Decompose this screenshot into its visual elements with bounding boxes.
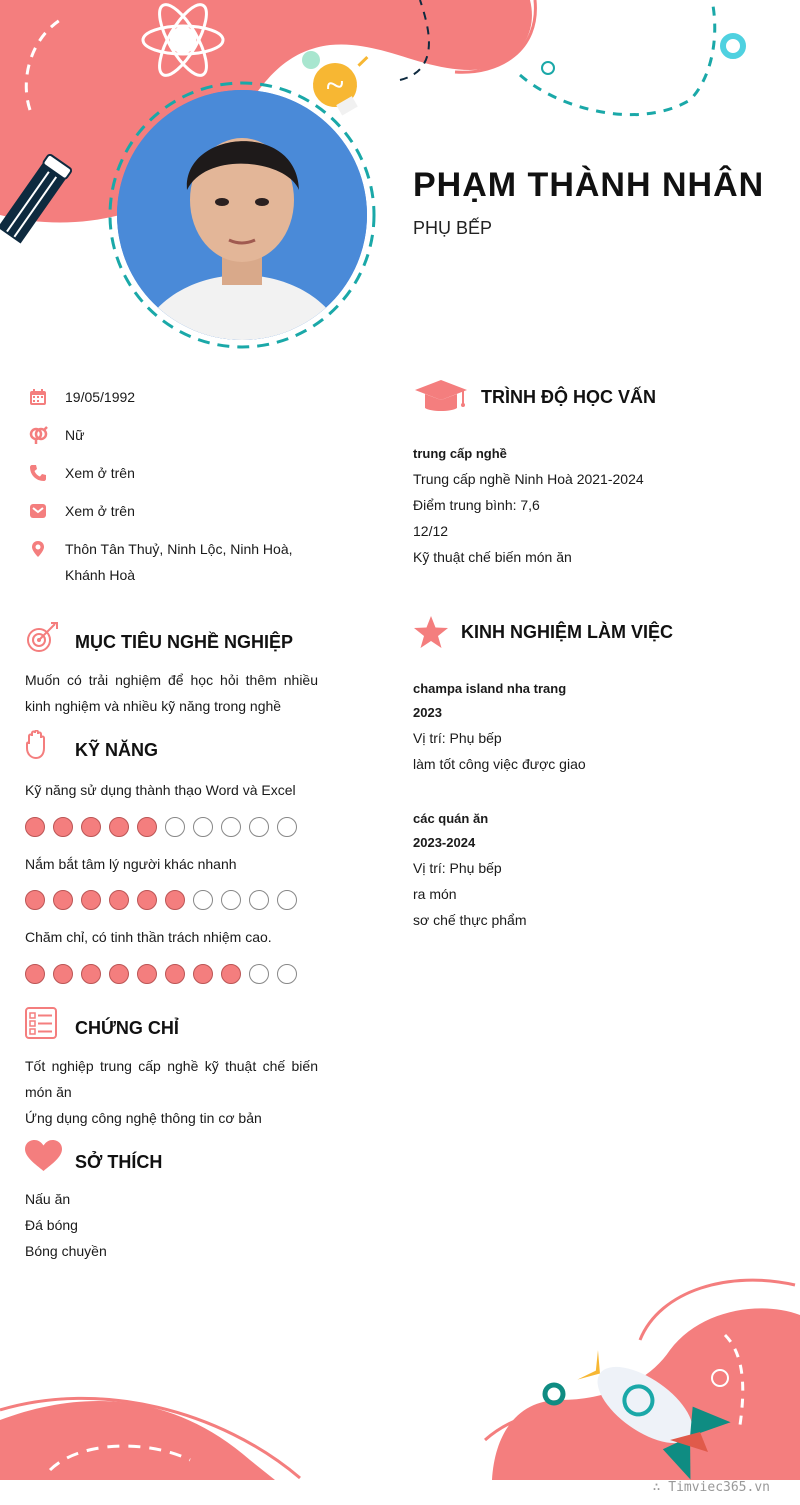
- email-icon: [29, 502, 47, 520]
- education-school: Trung cấp nghề Ninh Hoà 2021-2024: [413, 471, 644, 487]
- contact-gender: [25, 422, 325, 448]
- rating-dot-filled: [25, 817, 45, 837]
- watermark: ∴ Timviec365.vn: [652, 1480, 770, 1495]
- rating-dot-filled: [165, 890, 185, 910]
- rating-dot-empty: [221, 890, 241, 910]
- candidate-name: PHẠM THÀNH NHÂN: [413, 166, 765, 204]
- phone-text: Xem ở trên: [65, 465, 135, 481]
- education-title: TRÌNH ĐỘ HỌC VẤN: [481, 387, 656, 407]
- rating-dot-empty: [221, 817, 241, 837]
- skills-title: KỸ NĂNG: [75, 740, 159, 760]
- job-period: 2023: [413, 705, 442, 720]
- calendar-icon: [29, 388, 47, 406]
- job-period: 2023-2024: [413, 835, 476, 850]
- rating-dot-filled: [193, 964, 213, 984]
- objective-text: Muốn có trải nghiệm để học hỏi thêm nhiều kinh nghiệm và nhiều kỹ năng trong nghề: [25, 672, 318, 714]
- candidate-role: PHỤ BẾP: [413, 218, 493, 238]
- rating-dot-empty: [249, 817, 269, 837]
- rating-dot-empty: [193, 817, 213, 837]
- job-company: các quán ăn: [413, 811, 489, 826]
- job-position: Vị trí: Phụ bếp: [413, 730, 502, 746]
- contact-email: [25, 498, 325, 524]
- rating-dot-filled: [165, 964, 185, 984]
- hobbies-title: SỞ THÍCH: [75, 1152, 163, 1172]
- avatar-photo: [117, 90, 367, 340]
- hobby-item: Bóng chuyền: [25, 1243, 107, 1259]
- rating-dot-empty: [249, 890, 269, 910]
- experience-title: KINH NGHIỆM LÀM VIỆC: [461, 622, 674, 642]
- job-detail: làm tốt công việc được giao: [413, 756, 586, 772]
- contact-address: [25, 536, 325, 588]
- contact-birthday: [25, 384, 325, 410]
- rating-dot-empty: [277, 964, 297, 984]
- skill-rating: [25, 817, 297, 837]
- rating-dot-filled: [81, 817, 101, 837]
- certificates-title: CHỨNG CHỈ: [75, 1018, 179, 1038]
- rating-dot-empty: [277, 817, 297, 837]
- skill-label: Kỹ năng sử dụng thành thạo Word và Excel: [25, 782, 296, 798]
- avatar-illustration: [117, 90, 367, 340]
- education-grade: 12/12: [413, 523, 449, 539]
- rating-dot-filled: [221, 964, 241, 984]
- skill-label: Nắm bắt tâm lý người khác nhanh: [25, 856, 237, 872]
- birthday-text: 19/05/1992: [65, 389, 136, 405]
- checklist-icon: [25, 1007, 57, 1039]
- rating-dot-empty: [165, 817, 185, 837]
- rating-dot-filled: [137, 964, 157, 984]
- job-position: Vị trí: Phụ bếp: [413, 860, 502, 876]
- hand-icon: [25, 730, 49, 760]
- gender-text: Nữ: [65, 427, 85, 443]
- address-text: Thôn Tân Thuỷ, Ninh Lộc, Ninh Hoà, Khánh Hoà: [65, 541, 293, 583]
- rating-dot-filled: [81, 890, 101, 910]
- rating-dot-filled: [137, 890, 157, 910]
- skill-rating: [25, 890, 297, 910]
- education-degree: trung cấp nghề: [413, 446, 507, 461]
- gender-icon: [27, 426, 49, 444]
- education-major: Kỹ thuật chế biến món ăn: [413, 549, 572, 565]
- rating-dot-filled: [53, 964, 73, 984]
- rating-dot-filled: [25, 964, 45, 984]
- rating-dot-filled: [53, 817, 73, 837]
- rating-dot-filled: [109, 890, 129, 910]
- rating-dot-empty: [249, 964, 269, 984]
- objective-title: MỤC TIÊU NGHỀ NGHIỆP: [75, 632, 294, 652]
- rating-dot-filled: [109, 817, 129, 837]
- skill-rating: [25, 964, 297, 984]
- email-text: Xem ở trên: [65, 503, 135, 519]
- rating-dot-filled: [81, 964, 101, 984]
- star-icon: [413, 615, 449, 649]
- target-icon: [25, 621, 59, 655]
- rating-dot-filled: [53, 890, 73, 910]
- rating-dot-filled: [137, 817, 157, 837]
- certificate-item: Tốt nghiệp trung cấp nghề kỹ thuật chế biến món ăn: [25, 1058, 318, 1100]
- contact-phone: [25, 460, 325, 486]
- certificate-item: Ứng dụng công nghệ thông tin cơ bản: [25, 1110, 262, 1126]
- location-icon: [29, 540, 47, 558]
- rating-dot-filled: [25, 890, 45, 910]
- rating-dot-filled: [109, 964, 129, 984]
- job-detail: ra món: [413, 886, 457, 902]
- rating-dot-empty: [193, 890, 213, 910]
- rating-dot-empty: [277, 890, 297, 910]
- education-gpa: Điểm trung bình: 7,6: [413, 497, 540, 513]
- phone-icon: [29, 464, 47, 482]
- hobby-item: Nấu ăn: [25, 1191, 71, 1207]
- graduation-cap-icon: [413, 378, 469, 414]
- job-company: champa island nha trang: [413, 681, 567, 696]
- hobby-item: Đá bóng: [25, 1217, 78, 1233]
- heart-icon: [25, 1140, 62, 1172]
- job-detail: sơ chế thực phẩm: [413, 912, 527, 928]
- skill-label: Chăm chỉ, có tinh thần trách nhiệm cao.: [25, 929, 272, 945]
